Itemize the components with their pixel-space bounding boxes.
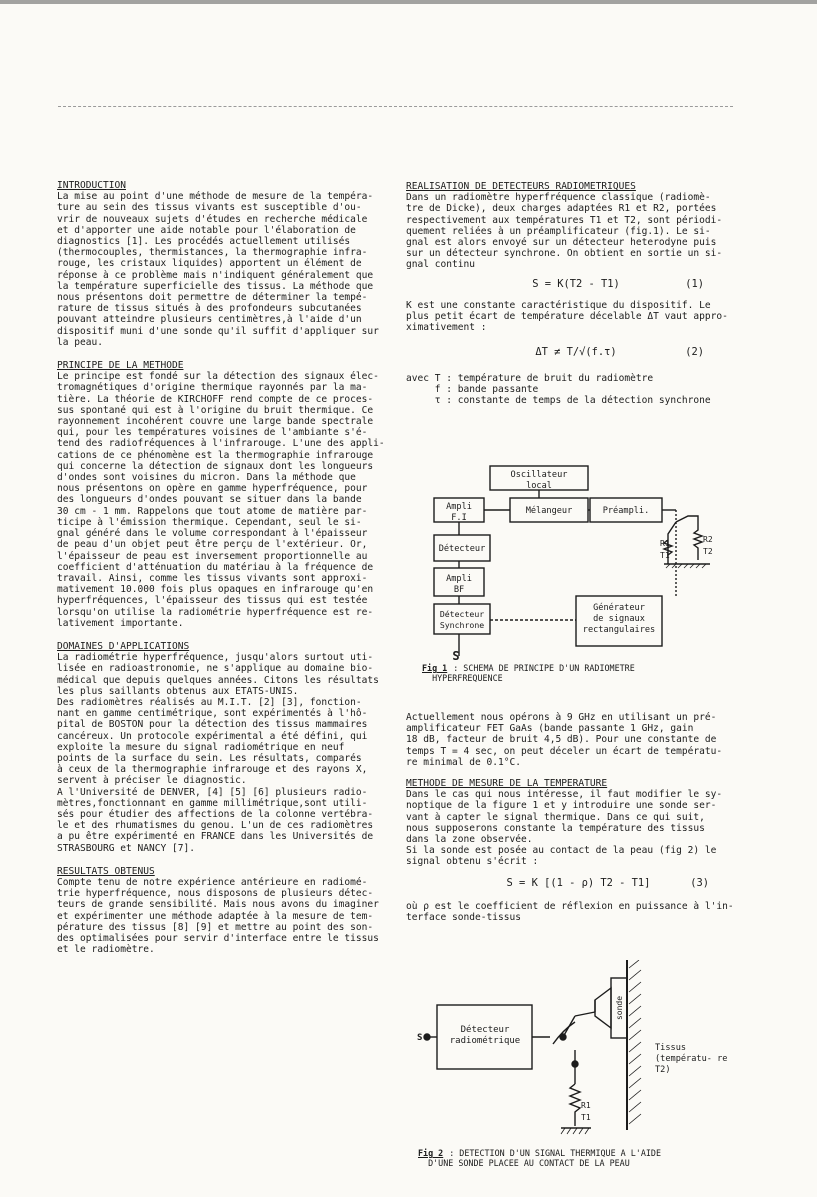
paragraph: Compte tenu de notre expérience antérieure en radiomé- trie hyperfréquence, nous disposons de plusieurs détec- teurs de grande sensibilité. Mais nous avons du imaginer et expérimenter une méthode adaptée à la mesure de tem- pérature des tissus [8] [9] et mettre au point des son- des optimalisées pour servir d'interface entre le tissus et le radiomètre. [57, 876, 379, 956]
header-rule [58, 106, 733, 107]
section-introduction [57, 180, 392, 348]
output-label: S [452, 649, 460, 660]
equation-1 [406, 279, 746, 290]
section-domaines [57, 641, 392, 854]
resistor-label: R1 [581, 1101, 591, 1110]
figure-2-diagram [415, 960, 735, 1150]
figure-1-block-diagram [420, 460, 720, 660]
caption-label: Fig 2 [418, 1148, 444, 1158]
tissus-label: Tissus (températu- re T2) [655, 1043, 728, 1075]
section-title: RESULTATS OBTENUS [57, 865, 155, 877]
block-label: Ampli BF [446, 574, 472, 595]
equation-text: S = K [(1 - ρ) T2 - T1] [506, 876, 651, 889]
list-item: avec T : température de bruit du radiomètre [406, 372, 654, 384]
equation-number: (2) [685, 346, 704, 359]
temperature-label: T1 [581, 1113, 591, 1122]
section-title: PRINCIPE DE LA METHODE [57, 360, 184, 372]
paragraph: où ρ est le coefficient de réflexion en puissance à l'in- terface sonde-tissus [406, 900, 734, 924]
caption-text: : SCHEMA DE PRINCIPE D'UN RADIOMETRE HYPERFREQUENCE [432, 663, 635, 684]
temperature-label: T2 [703, 547, 713, 556]
equation-2 [406, 347, 746, 358]
block-label: Détecteur Synchrone [439, 609, 485, 630]
equation-text: S = K(T2 - T1) [532, 277, 620, 290]
definition-list [406, 373, 746, 407]
section-title: REALISATION DE DETECTEURS RADIOMETRIQUES [406, 181, 636, 192]
equation-text: ΔT ≠ T/√(f.τ) [535, 346, 617, 359]
figure-2-caption [418, 1148, 718, 1169]
paragraph: Le principe est fondé sur la détection des signaux élec- tromagnétiques d'origine thermique rayonnés par la ma- tière. La théorie de KIRCHOFF rend compte de ce proces- sus spontané qui est à l'origine du bruit thermique. Ce rayonnement incohérent couvre une large bande spectrale qui, pour les températures voisines de l'ambiante s'é- tend des radiofréquences à l'infrarouge. L'une des appli- cations de ce phénomène est la thermographie infrarouge qui concerne la détection de signaux dont les longueurs d'ondes sont voisines du micron. Dans la méthode que nous présentons on opère en gamme hyperfréquence, pour des longueurs d'ondes pouvant se situer dans la bande 30 cm - 1 mm. Rappelons que tout atome de matière par- ticipe à l'émission thermique. Cependant, seul le si- gnal généré dans le volume correspondant à l'épaisseur de peau d'un objet peut être perçu de l'extérieur. Or, l'épaisseur de peau est inversement proportionnelle au coefficient d'atténuation du matériau à la fréquence de travail. Ainsi, comme les tissus vivants sont approxi- mativement 10.000 fois plus opaques en infrarouge qu'en hyperfréquences, l'épaisseur des tissus qui est testée lorsqu'on utilise la radiométrie hyperfréquence est re- lativement importante. [57, 371, 385, 629]
paragraph: K est une constante caractéristique du dispositif. Le plus petit écart de température décelable ΔT vaut appro- ximativement : [406, 299, 728, 334]
paragraph: Actuellement nous opérons à 9 GHz en utilisant un pré- amplificateur FET GaAs (bande passante 1 GHz, gain 18 dB, facteur de bruit 4,5 dB). Pour une constante de temps T = 4 sec, on peut déceler un écart de températu- re minimal de 0.1°C. [406, 712, 723, 768]
block-label: Ampli F.I [446, 502, 472, 523]
temperature-label: T1 [660, 551, 670, 560]
list-item: f : bande passante [406, 383, 539, 395]
block-label: Préampli. [602, 506, 650, 516]
figure-1-caption [422, 663, 722, 684]
block-label: Oscillateur local [510, 470, 568, 491]
section-title: INTRODUCTION [57, 180, 126, 191]
resistor-label: R2 [703, 535, 713, 544]
paragraph: Dans le cas qui nous intéresse, il faut modifier le sy- noptique de la figure 1 et y introduire une sonde ser- vant à capter le signal thermique. Dans ce qui suit, nous supposerons constante la température des tissus dans la zone observée. Si la sonde est posée au contact de la peau (fig 2) le signal obtenu s'écrit : [406, 789, 723, 868]
block-label: Détecteur [438, 544, 486, 554]
list-item: τ : constante de temps de la détection synchrone [406, 395, 711, 407]
block-label: Détecteur radiométrique [449, 1025, 521, 1046]
block-label: Générateur de signaux rectangulaires [582, 603, 656, 635]
right-column-bottom [406, 712, 751, 923]
paragraph: La radiométrie hyperfréquence, jusqu'alors surtout uti- lisée en radioastronomie, ne s'applique au domaine bio- médical que depuis quelques années. Citons les résultats les plus saillants obtenus aux ETATS-UNIS. Des radiomètres réalisés au M.I.T. [2] [3], fonction- nant en gamme centimétrique, sont expérimentés à l'hô- pital de BOSTON pour la détection des tissus mammaires cancéreux. Un protocole expérimental a été défini, qui exploite la mesure du signal radiométrique en neuf points de la surface du sein. Les résultats, comparés à ceux de la thermographie infrarouge et des rayons X, servent à préciser le diagnostic. A l'Université de DENVER, [4] [5] [6] plusieurs radio- mètres,fonctionnant en gamme millimétrique,sont utili- sés pour étudier des affections de la colonne vertébra- le et des rhumatismes du genou. L'un de ces radiomètres a pu être expérimenté en FRANCE dans les Universités de STRASBOURG et NANCY [7]. [57, 652, 379, 854]
left-column [57, 180, 392, 955]
paragraph: La mise au point d'une méthode de mesure de la tempéra- ture au sein des tissus vivants est susceptible d'ou- vrir de nouveaux sujets d'études en recherche médicale et d'apporter une aide notable pour l'élaboration de diagnostics [1]. Les procédés actuellement utilisés (thermocouples, thermistances, la thermographie infra- rouge, les cristaux liquides) apportent un élément de réponse à ce problème mais n'indiquent généralement que la température superficielle des tissus. La méthode que nous présentons doit permettre de déterminer la tempé- rature de tissus situés à des profondeurs subcutanées pouvant atteindre plusieurs centimètres,à l'aide d'un dispositif muni d'une sonde qu'il suffit d'appliquer sur la peau. [57, 191, 379, 348]
caption-label: Fig 1 [422, 663, 448, 673]
resistor-label: R1 [660, 539, 670, 548]
paragraph: Dans un radiomètre hyperfréquence classique (radiomè- tre de Dicke), deux charges adaptées R1 et R2, portées respectivement aux températures T1 et T2, sont périodi- quement reliées à un préamplificateur (fig.1). Le si- gnal est alors envoyé sur un détecteur heterodyne puis sur un détecteur synchrone. On obtient en sortie un si- gnal continu [406, 192, 723, 271]
section-title: METHODE DE MESURE DE LA TEMPERATURE [406, 778, 608, 790]
right-column-top [406, 181, 746, 406]
block-label: Mélangeur [525, 506, 573, 516]
section-title: DOMAINES D'APPLICATIONS [57, 640, 190, 652]
page-top-edge [0, 0, 817, 4]
equation-number: (1) [685, 277, 704, 290]
section-principe [57, 360, 392, 629]
equation-3 [406, 878, 751, 889]
output-label: S [417, 1033, 423, 1043]
section-resultats [57, 866, 392, 956]
equation-number: (3) [690, 876, 709, 889]
sonde-label: sonde [615, 995, 624, 1021]
caption-text: : DETECTION D'UN SIGNAL THERMIQUE A L'AIDE D'UNE SONDE PLACEE AU CONTACT DE LA PEAU [428, 1148, 661, 1169]
